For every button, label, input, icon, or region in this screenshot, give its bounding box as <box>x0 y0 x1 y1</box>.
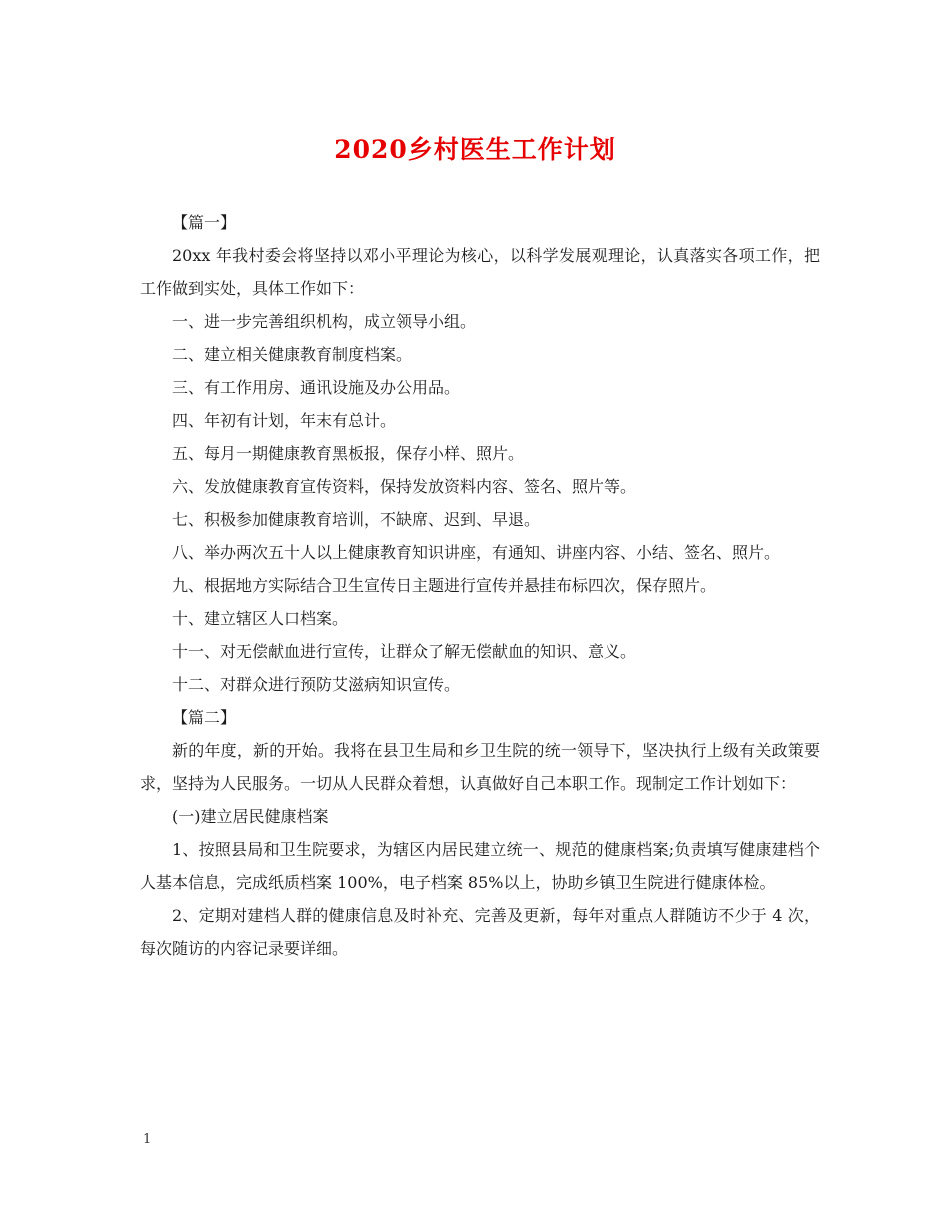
list-item: 十二、对群众进行预防艾滋病知识宣传。 <box>172 675 461 694</box>
list-item: 五、每月一期健康教育黑板报，保存小样、照片。 <box>172 444 525 463</box>
list-item: 七、积极参加健康教育培训，不缺席、迟到、早退。 <box>172 510 541 529</box>
paragraph: 20xx 年我村委会将坚持以邓小平理论为核心，以科学发展观理论，认真落实各项工作，把工作做到实处，具体工作如下： <box>140 246 820 298</box>
list-item: 四、年初有计划，年末有总计。 <box>172 411 397 430</box>
list-item: 一、进一步完善组织机构，成立领导小组。 <box>172 312 477 331</box>
list-item: 二、建立相关健康教育制度档案。 <box>172 345 413 364</box>
document-body <box>140 206 820 965</box>
section-heading-2: 【篇二】 <box>172 708 237 727</box>
paragraph: 2、定期对建档人群的健康信息及时补充、完善及更新，每年对重点人群随访不少于 4 次，每次随访的内容记录要详细。 <box>140 906 820 958</box>
paragraph: 新的年度，新的开始。我将在县卫生局和乡卫生院的统一领导下，坚决执行上级有关政策要求，坚持为人民服务。一切从人民群众着想，认真做好自己本职工作。现制定工作计划如下： <box>140 741 820 793</box>
list-item: 十一、对无偿献血进行宣传，让群众了解无偿献血的知识、意义。 <box>172 642 637 661</box>
document-title: 2020乡村医生工作计划 <box>334 135 616 164</box>
list-item: 六、发放健康教育宣传资料，保持发放资料内容、签名、照片等。 <box>172 477 637 496</box>
list-item: 三、有工作用房、通讯设施及办公用品。 <box>172 378 461 397</box>
section-heading-1: 【篇一】 <box>172 213 237 232</box>
subsection-heading: (一)建立居民健康档案 <box>172 807 329 826</box>
list-item: 八、举办两次五十人以上健康教育知识讲座，有通知、讲座内容、小结、签名、照片。 <box>172 543 781 562</box>
paragraph: 1、按照县局和卫生院要求，为辖区内居民建立统一、规范的健康档案;负责填写健康建档个人基本信息，完成纸质档案 100%，电子档案 85%以上，协助乡镇卫生院进行健康体检。 <box>140 840 820 892</box>
page-number: 1 <box>143 1132 152 1147</box>
list-item: 十、建立辖区人口档案。 <box>172 609 349 628</box>
list-item: 九、根据地方实际结合卫生宣传日主题进行宣传并悬挂布标四次，保存照片。 <box>172 576 717 595</box>
